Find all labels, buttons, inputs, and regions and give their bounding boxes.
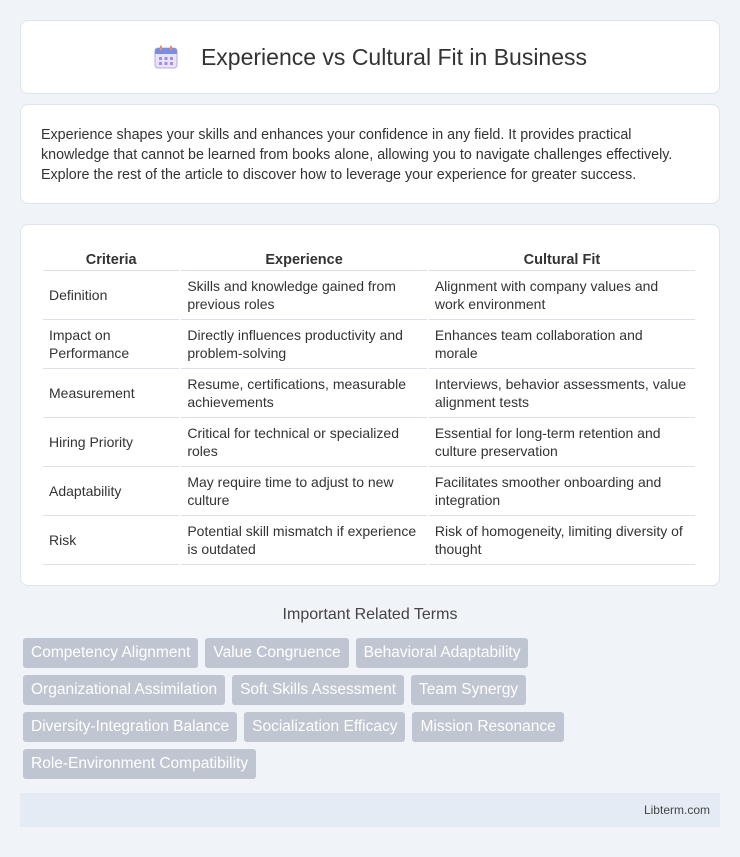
cell-criteria: Adaptability [43,467,179,516]
tag-row [23,675,583,705]
table-row [43,418,695,467]
cell-criteria: Impact on Performance [43,320,179,369]
tag-value-congruence[interactable]: Value Congruence [205,638,348,668]
cell-criteria: Hiring Priority [43,418,179,467]
cell-experience: Skills and knowledge gained from previous roles [181,271,427,320]
comparison-table-card [20,224,720,586]
related-terms-title: Important Related Terms [282,606,458,623]
related-terms-tags [23,638,583,786]
cell-experience: May require time to adjust to new culture [181,467,427,516]
page-title: Experience vs Cultural Fit in Business [200,43,588,70]
footer [20,793,720,827]
header-cultural-fit: Cultural Fit [429,245,695,271]
cell-experience: Directly influences productivity and problem-solving [181,320,427,369]
cell-criteria: Risk [43,516,179,565]
table-row [43,320,695,369]
cell-cultural-fit: Alignment with company values and work environment [429,271,695,320]
header-experience: Experience [181,245,427,271]
tag-behavioral-adaptability[interactable]: Behavioral Adaptability [356,638,529,668]
cell-criteria: Measurement [43,369,179,418]
table-header-row [43,245,695,271]
tag-competency-alignment[interactable]: Competency Alignment [23,638,198,668]
cell-experience: Potential skill mismatch if experience is outdated [181,516,427,565]
cell-cultural-fit: Risk of homogeneity, limiting diversity of thought [429,516,695,565]
table-row [43,369,695,418]
cell-cultural-fit: Facilitates smoother onboarding and integration [429,467,695,516]
cell-cultural-fit: Essential for long-term retention and culture preservation [429,418,695,467]
tag-diversity-integration-balance[interactable]: Diversity-Integration Balance [23,712,237,742]
header-card [20,20,720,94]
tag-row [23,749,583,779]
intro-text: Experience shapes your skills and enhances your confidence in any field. It provides practical knowledge that cannot be learned from books alone, allowing you to navigate challenges effectively. Explore the rest of the article to discover how to leverage your experience for greater success. [41,127,673,183]
intro-card [20,104,720,204]
calendar-icon [153,44,179,70]
tag-soft-skills-assessment[interactable]: Soft Skills Assessment [232,675,404,705]
table-row [43,516,695,565]
comparison-table [41,245,697,565]
tag-socialization-efficacy[interactable]: Socialization Efficacy [244,712,405,742]
tag-row [23,638,583,668]
footer-site-link[interactable]: Libterm.com [643,803,710,817]
cell-experience: Critical for technical or specialized roles [181,418,427,467]
tag-row [23,712,583,742]
tag-mission-resonance[interactable]: Mission Resonance [412,712,563,742]
cell-experience: Resume, certifications, measurable achievements [181,369,427,418]
tag-role-environment-compatibility[interactable]: Role-Environment Compatibility [23,749,256,779]
tag-organizational-assimilation[interactable]: Organizational Assimilation [23,675,225,705]
tag-team-synergy[interactable]: Team Synergy [411,675,526,705]
cell-criteria: Definition [43,271,179,320]
cell-cultural-fit: Enhances team collaboration and morale [429,320,695,369]
cell-cultural-fit: Interviews, behavior assessments, value alignment tests [429,369,695,418]
header-criteria: Criteria [43,245,179,271]
table-row [43,467,695,516]
table-row [43,271,695,320]
